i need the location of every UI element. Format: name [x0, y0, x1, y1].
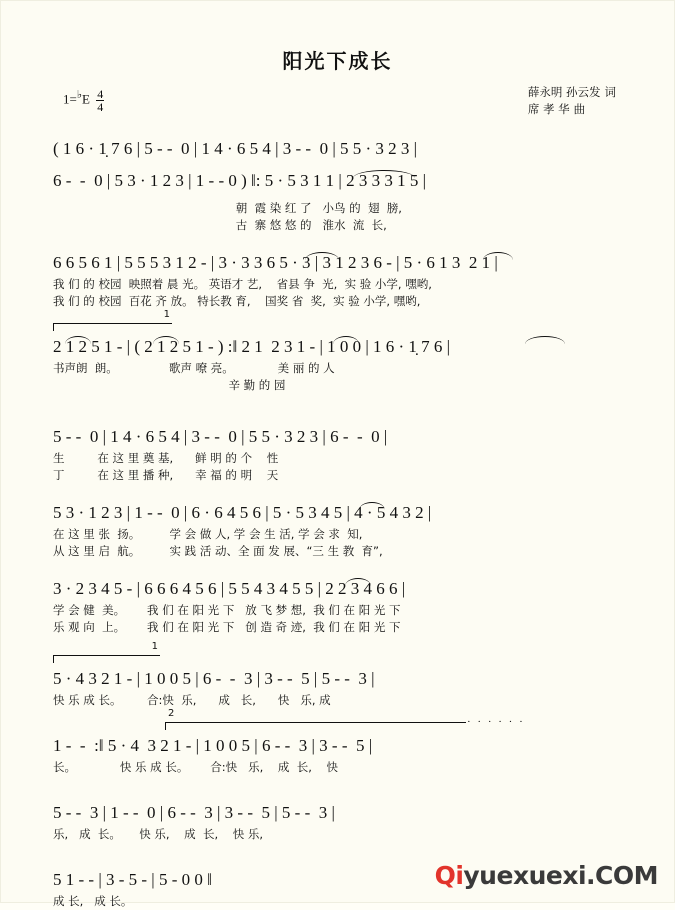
ending-number: 2: [168, 708, 175, 719]
score-line: [53, 424, 622, 484]
note-row: 2 1 2 5 1 - | ( 2 1 2 5 1 - ) :‖ 2 1 2 3 1 - | 1 0 0 | 1 6 · 1̣ 7 6 |: [53, 337, 451, 356]
lyric-row: 成 长, 成 长。: [53, 894, 133, 908]
lyric-row: 从 这 里 启 航。 实 践 活 动、全 面 发 展、“三 生 教 育”,: [53, 544, 383, 558]
key-prefix: 1=: [63, 91, 77, 107]
score-header: [1, 84, 674, 130]
time-denominator: 4: [97, 100, 104, 114]
lyric-row: 学 会 健 美。 我 们 在 阳 光 下 放 飞 梦 想, 我 们 在 阳 光 下: [53, 603, 401, 617]
note-row: 1 - - :‖ 5 · 4 3 2 1 - | 1 0 0 5 | 6 - - 3 | 3 - - 5 |: [53, 736, 373, 755]
ending-number: 1: [151, 641, 158, 652]
score-line: [53, 800, 622, 843]
note-row: 5 1 - - | 3 - 5 - | 5 - 0 0 ‖: [53, 870, 212, 889]
time-numerator: 4: [97, 87, 104, 101]
key-and-time-signature: [63, 88, 104, 113]
score-line: [53, 168, 622, 194]
lyric-row: 古 寨 悠 悠 的 淮水 流 长,: [53, 218, 387, 232]
lyric-row: 朝 霞 染 红 了 小鸟 的 翅 膀,: [53, 201, 402, 215]
score-body: [53, 136, 622, 910]
time-signature: [96, 88, 104, 113]
score-line: [53, 708, 622, 776]
bracket-trailing-dots: · · · · · ·: [467, 716, 525, 728]
watermark-domain: yuexuexi.COM: [463, 861, 658, 890]
lyric-row: 丁 在 这 里 播 种, 幸 福 的 明 天: [53, 468, 279, 482]
credits: [528, 84, 616, 118]
note-row: 5 3 · 1 2 3 | 1 - - 0 | 6 · 6 4 5 6 | 5 · 5 3 4 5 | 4 · 5 4 3 2 |: [53, 503, 432, 522]
note-row: 5 - - 0 | 1 4 · 6 5 4 | 3 - - 0 | 5 5 · 3 2 3 | 6 - - 0 |: [53, 427, 388, 446]
lyric-row: 乐 观 向 上。 我 们 在 阳 光 下 创 造 奇 迹, 我 们 在 阳 光 下: [53, 620, 401, 634]
score-line: [53, 200, 622, 234]
lyric-row: 乐, 成 长。 快 乐, 成 长, 快 乐,: [53, 827, 264, 841]
score-line: [53, 250, 622, 310]
lyric-row: 我 们 的 校园 百花 齐 放。 特长教 育, 国奖 省 奖, 实 验 小学, 嘿哟,: [53, 294, 421, 308]
lyric-row: 辛 勤 的 园: [53, 378, 286, 392]
score-line: [53, 500, 622, 560]
lyric-row: 长。 快 乐 成 长。 合:快 乐, 成 长, 快: [53, 760, 338, 774]
credit-composer: 席 孝 华 曲: [527, 102, 586, 116]
lyric-row: 我 们 的 校园 映照着 晨 光。 英语才 艺, 省县 争 光, 实 验 小学, 嘿哟,: [53, 277, 432, 291]
score-line: [53, 309, 622, 394]
key-letter: E: [82, 91, 90, 107]
repeat-ending-bracket-2: [165, 708, 466, 730]
score-line: [53, 136, 622, 162]
note-row: ( 1 6 · 1̣ 7 6 | 5 - - 0 | 1 4 · 6 5 4 | 3 - - 0 | 5 5 · 3 2 3 |: [53, 139, 418, 158]
note-row: 6 6 5 6 1 | 5 5 5 3 1 2 - | 3 · 3 3 6 5 · 3 | 3 1 2 3 6 - | 5 · 6 1 3 2 1 |: [53, 253, 498, 272]
lyric-row: 快 乐 成 长。 合:快 乐, 成 长, 快 乐, 成: [53, 693, 331, 707]
note-row: 6 - - 0 | 5 3 · 1 2 3 | 1 - - 0 ) ‖: 5 · 5 3 1 1 | 2 3 3 3 1 5 |: [53, 171, 426, 190]
watermark-brand: Qi: [434, 861, 464, 890]
note-row: 5 · 4 3 2 1 - | 1 0 0 5 | 6 - - 3 | 3 - - 5 | 5 - - 3 |: [53, 669, 375, 688]
ending-number: 1: [163, 309, 170, 320]
score-line: [53, 576, 622, 636]
score-line: [53, 641, 622, 709]
note-row: 5 - - 3 | 1 - - 0 | 6 - - 3 | 3 - - 5 | 5 - - 3 |: [53, 803, 335, 822]
lyric-row: 在 这 里 张 扬。 学 会 做 人, 学 会 生 活, 学 会 求 知,: [53, 527, 363, 541]
repeat-ending-bracket-1b: [53, 641, 160, 663]
note-row: 3 · 2 3 4 5 - | 6 6 6 4 5 6 | 5 5 4 3 4 5 5 | 2 2 3 4 6 6 |: [53, 579, 406, 598]
credit-lyricist: 薛永明 孙云发 词: [527, 85, 616, 99]
page-title: 阳光下成长: [282, 49, 393, 73]
flat-accidental: ♭: [76, 89, 83, 102]
lyric-row: 书声朗 朗。 歌声 嘹 亮。 美 丽 的 人: [53, 361, 335, 375]
repeat-ending-bracket-1: [53, 309, 172, 331]
lyric-row: 生 在 这 里 奠 基, 鲜 明 的 个 性: [53, 451, 279, 465]
site-watermark: [435, 861, 658, 890]
